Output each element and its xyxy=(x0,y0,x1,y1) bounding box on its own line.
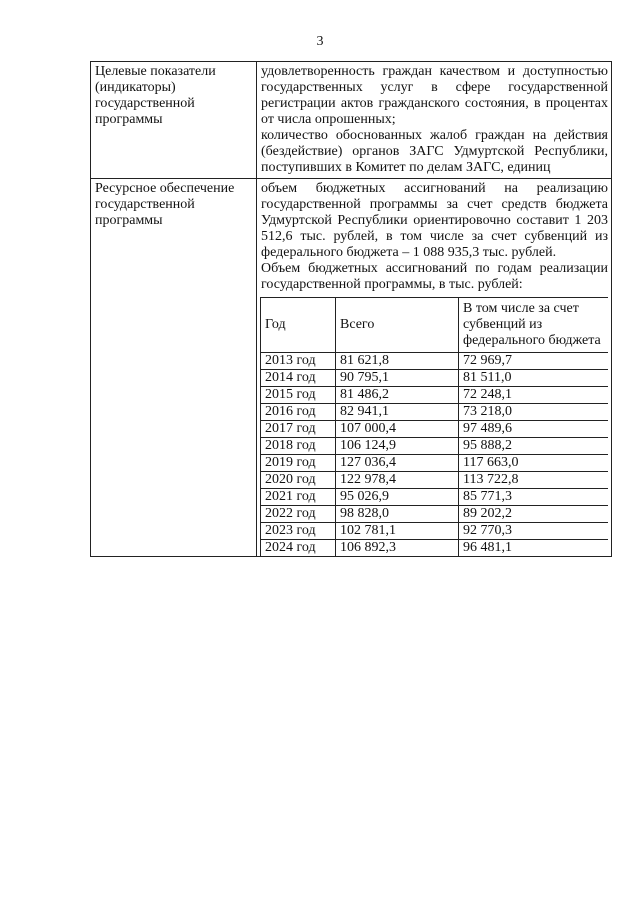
federal-cell: 89 202,2 xyxy=(459,506,609,523)
program-passport-table xyxy=(90,61,612,557)
total-cell: 81 486,2 xyxy=(336,387,459,404)
federal-cell: 92 770,3 xyxy=(459,523,609,540)
total-cell: 106 892,3 xyxy=(336,540,459,557)
year-cell: 2014 год xyxy=(261,370,336,387)
total-cell: 98 828,0 xyxy=(336,506,459,523)
total-cell: 95 026,9 xyxy=(336,489,459,506)
resource-support-label: Ресурсное обеспечение государственной программы xyxy=(91,179,257,557)
year-cell: 2017 год xyxy=(261,421,336,438)
table-row xyxy=(261,438,609,455)
resource-support-row xyxy=(91,179,612,557)
header-federal-subventions: В том числе за счет субвенций из федерального бюджета xyxy=(459,298,609,353)
table-row xyxy=(261,455,609,472)
total-cell: 122 978,4 xyxy=(336,472,459,489)
table-row xyxy=(261,421,609,438)
budget-by-year-table xyxy=(260,297,608,556)
header-year: Год xyxy=(261,298,336,353)
year-cell: 2013 год xyxy=(261,353,336,370)
table-row xyxy=(261,370,609,387)
table-row xyxy=(261,353,609,370)
table-row xyxy=(261,472,609,489)
federal-cell: 117 663,0 xyxy=(459,455,609,472)
indicator-satisfaction-text: удовлетворенность граждан качеством и доступностью государственных услуг в сфере государственной регистрации актов гражданского состояния, в процентах от числа опрошенных; xyxy=(261,64,608,127)
budget-total-text: объем бюджетных ассигнований на реализацию государственной программы за счет средств бюджета Удмуртской Республики ориентировочно составит 1 203 512,6 тыс. рублей, в том числе за счет субвенций из федерального бюджета – 1 088 935,3 тыс. рублей. xyxy=(261,181,608,260)
year-cell: 2021 год xyxy=(261,489,336,506)
year-cell: 2015 год xyxy=(261,387,336,404)
federal-cell: 81 511,0 xyxy=(459,370,609,387)
year-cell: 2023 год xyxy=(261,523,336,540)
page-number: 3 xyxy=(316,34,324,49)
total-cell: 81 621,8 xyxy=(336,353,459,370)
year-cell: 2018 год xyxy=(261,438,336,455)
resource-support-content xyxy=(257,179,612,557)
table-row xyxy=(261,506,609,523)
total-cell: 90 795,1 xyxy=(336,370,459,387)
year-cell: 2024 год xyxy=(261,540,336,557)
indicator-complaints-text: количество обоснованных жалоб граждан на действия (бездействие) органов ЗАГС Удмуртской Республики, поступивших в Комитет по делам ЗАГС, единиц xyxy=(261,128,608,175)
total-cell: 82 941,1 xyxy=(336,404,459,421)
federal-cell: 113 722,8 xyxy=(459,472,609,489)
total-cell: 106 124,9 xyxy=(336,438,459,455)
federal-cell: 97 489,6 xyxy=(459,421,609,438)
federal-cell: 96 481,1 xyxy=(459,540,609,557)
table-row xyxy=(261,540,609,557)
table-row xyxy=(261,387,609,404)
target-indicators-content xyxy=(257,62,612,179)
total-cell: 127 036,4 xyxy=(336,455,459,472)
table-row xyxy=(261,489,609,506)
year-cell: 2019 год xyxy=(261,455,336,472)
budget-table-header xyxy=(261,298,609,353)
total-cell: 102 781,1 xyxy=(336,523,459,540)
federal-cell: 72 248,1 xyxy=(459,387,609,404)
total-cell: 107 000,4 xyxy=(336,421,459,438)
federal-cell: 95 888,2 xyxy=(459,438,609,455)
table-row xyxy=(261,404,609,421)
table-row xyxy=(261,523,609,540)
federal-cell: 85 771,3 xyxy=(459,489,609,506)
year-cell: 2022 год xyxy=(261,506,336,523)
budget-by-year-intro: Объем бюджетных ассигнований по годам реализации государственной программы, в тыс. рублей: xyxy=(261,261,608,292)
federal-cell: 73 218,0 xyxy=(459,404,609,421)
federal-cell: 72 969,7 xyxy=(459,353,609,370)
year-cell: 2016 год xyxy=(261,404,336,421)
year-cell: 2020 год xyxy=(261,472,336,489)
target-indicators-label: Целевые показатели (индикаторы) государственной программы xyxy=(91,62,257,179)
header-total: Всего xyxy=(336,298,459,353)
target-indicators-row xyxy=(91,62,612,179)
